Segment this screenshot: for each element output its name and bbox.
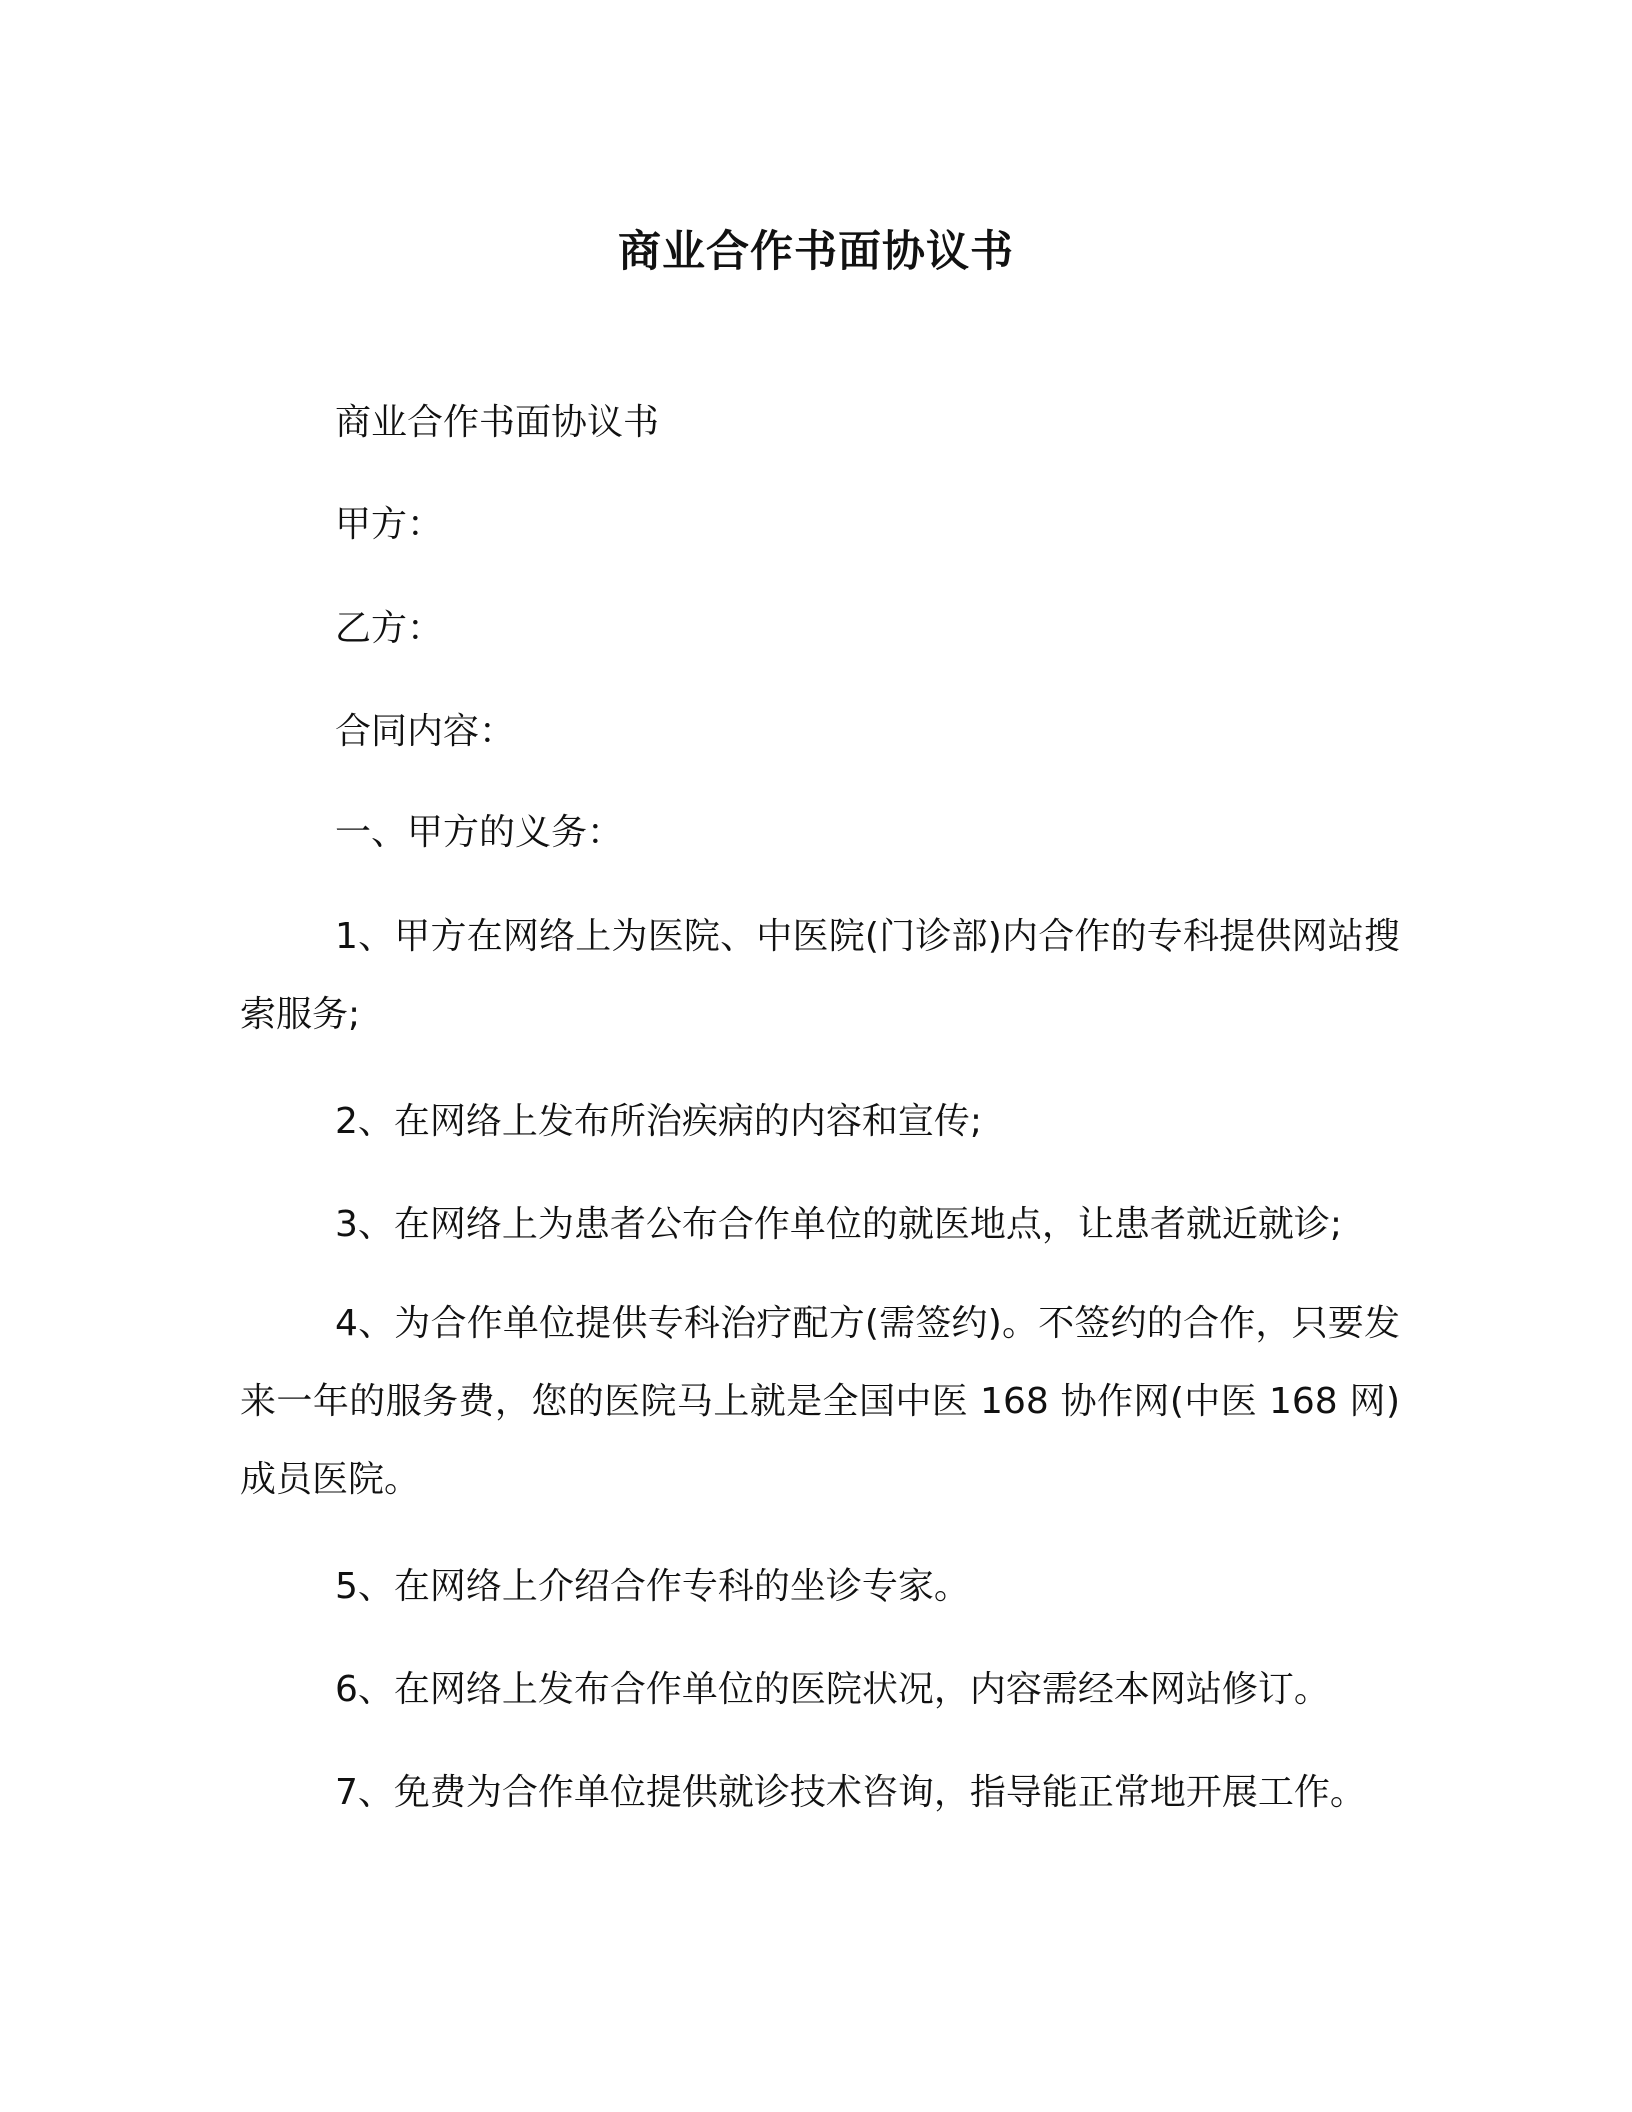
party-a-label: 甲方： (335, 504, 444, 545)
obligation-item-1: 1、甲方在网络上为医院、中医院(门诊部)内合作的专科提供网站搜索服务; (240, 916, 1400, 1035)
obligation-item-5: 5、在网络上介绍合作专科的坐诊专家。 (335, 1566, 970, 1607)
obligation-item-4: 4、为合作单位提供专科治疗配方(需签约)。不签约的合作，只要发来一年的服务费，您的医院马上就是全国中医 168 协作网(中医 168 网)成员医院。 (240, 1303, 1400, 1500)
obligation-item-7: 7、免费为合作单位提供就诊技术咨询，指导能正常地开展工作。 (335, 1772, 1366, 1813)
party-b-label: 乙方： (335, 608, 444, 649)
contract-content-label: 合同内容： (335, 711, 516, 752)
section-1-heading: 一、甲方的义务： (335, 812, 624, 853)
obligation-item-2: 2、在网络上发布所治疾病的内容和宣传; (335, 1101, 983, 1142)
obligation-item-6: 6、在网络上发布合作单位的医院状况，内容需经本网站修订。 (335, 1669, 1330, 1710)
obligation-item-3: 3、在网络上为患者公布合作单位的就医地点，让患者就近就诊; (335, 1204, 1343, 1245)
document-subtitle: 商业合作书面协议书 (335, 402, 660, 443)
document-title: 商业合作书面协议书 (618, 227, 1014, 277)
